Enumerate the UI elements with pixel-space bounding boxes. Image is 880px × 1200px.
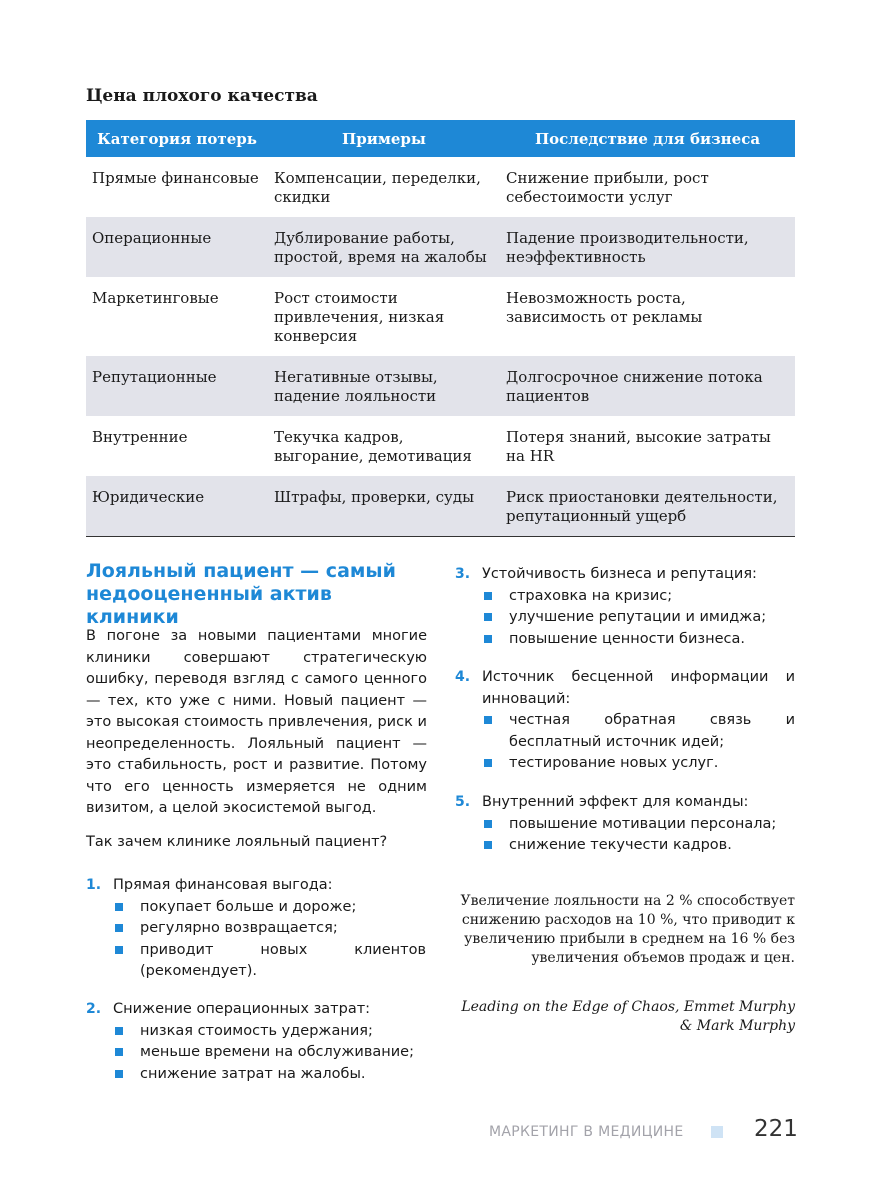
bullet-square-icon	[484, 592, 492, 600]
table-row	[86, 356, 795, 416]
bullet-item: приводит новых клиентов (рекомендует).	[140, 940, 426, 983]
examples-cell: Текучка кадров, выгорание, демотивация	[274, 428, 472, 465]
running-footer-title: МАРКЕТИНГ В МЕДИЦИНЕ	[489, 1124, 684, 1140]
bullet-square-icon	[115, 903, 123, 911]
list-item-title: Источник бесценной информации и инноваций:	[482, 669, 795, 707]
page-number: 221	[754, 1116, 798, 1142]
examples-cell: Рост стоимости привлечения, низкая конверсия	[274, 289, 445, 345]
bullet-item: покупает больше и дороже;	[140, 897, 431, 919]
list-number: 3.	[455, 566, 471, 582]
list-number: 1.	[86, 877, 102, 893]
consequence-cell: Риск приостановки деятельности, репутационный ущерб	[500, 476, 795, 537]
table-row	[86, 217, 795, 277]
table-row	[86, 416, 795, 476]
category-cell: Юридические	[86, 476, 268, 537]
footer-square-icon	[711, 1126, 723, 1138]
examples-cell: Дублирование работы, простой, время на жалобы	[268, 217, 500, 277]
bullet-square-icon	[115, 1027, 123, 1035]
list-item	[455, 667, 795, 775]
examples-cell: Штрафы, проверки, суды	[268, 476, 500, 537]
bullet-item: низкая стоимость удержания;	[140, 1021, 431, 1043]
bullet-item: тестирование новых услуг.	[509, 753, 795, 775]
list-item-title: Снижение операционных затрат:	[113, 1001, 371, 1017]
bullet-item: повышение ценности бизнеса.	[509, 629, 800, 651]
bullet-square-icon	[484, 820, 492, 828]
bullet-square-icon	[484, 716, 492, 724]
column-header-examples: Примеры	[268, 120, 500, 157]
bullet-square-icon	[115, 946, 123, 954]
list-item	[455, 564, 800, 650]
category-cell: Операционные	[86, 217, 268, 277]
table-row	[86, 157, 795, 217]
question-paragraph: Так зачем клинике лояльный пациент?	[86, 834, 388, 850]
table-row	[86, 476, 795, 537]
list-item-title: Устойчивость бизнеса и репутация:	[482, 566, 757, 582]
bullet-square-icon	[484, 635, 492, 643]
bullet-item: регулярно возвращается;	[140, 918, 431, 940]
section-heading: Лояльный пациент — самый недооцененный актив клиники	[86, 560, 396, 628]
bullet-item: снижение затрат на жалобы.	[140, 1064, 431, 1086]
list-item-title: Прямая финансовая выгода:	[113, 877, 333, 893]
list-item-title: Внутренний эффект для команды:	[482, 794, 749, 810]
list-item	[86, 999, 431, 1085]
bullet-square-icon	[115, 1070, 123, 1078]
examples-cell: Компенсации, переделки, скидки	[274, 169, 481, 206]
table-row	[86, 277, 795, 356]
bullet-item: снижение текучести кадров.	[509, 835, 800, 857]
consequence-cell: Потеря знаний, высокие затраты на HR	[506, 428, 771, 465]
list-item	[86, 875, 431, 983]
table-title: Цена плохого качества	[86, 86, 318, 106]
pull-quote: Увеличение лояльности на 2 % способствует снижению расходов на 10 %, что приводит к увеличению прибыли в среднем на 16 % без увеличения объемов продаж и цен.	[460, 893, 795, 966]
list-item	[455, 792, 800, 857]
bullet-square-icon	[115, 924, 123, 932]
examples-cell: Негативные отзывы, падение лояльности	[268, 356, 500, 416]
bullet-square-icon	[484, 759, 492, 767]
category-cell: Внутренние	[92, 428, 188, 446]
consequence-cell: Невозможность роста, зависимость от рекламы	[506, 289, 703, 326]
consequence-cell: Долгосрочное снижение потока пациентов	[500, 356, 795, 416]
bullet-item: улучшение репутации и имиджа;	[509, 607, 800, 629]
bullet-square-icon	[484, 613, 492, 621]
consequence-cell: Снижение прибыли, рост себестоимости услуг	[506, 169, 709, 206]
bullet-square-icon	[115, 1048, 123, 1056]
column-header-consequence: Последствие для бизнеса	[500, 120, 795, 157]
bullet-item: честная обратная связь и бесплатный источник идей;	[509, 710, 795, 753]
cost-of-poor-quality-table	[86, 120, 795, 537]
column-header-category: Категория потерь	[86, 120, 268, 157]
list-number: 2.	[86, 1001, 102, 1017]
intro-paragraph: В погоне за новыми пациентами многие клиники совершают стратегическую ошибку, переводя взгляд с самого ценного — тех, кто уже с ними. Новый пациент — это высокая стоимость привлечения, риск и неопределенность. Лояльный пациент — это стабильность, рост и развитие. Потому что его ценность измеряется не одним визитом, а целой экосистемой выгод.	[86, 628, 427, 816]
bullet-item: меньше времени на обслуживание;	[140, 1042, 431, 1064]
list-number: 5.	[455, 794, 471, 810]
list-number: 4.	[455, 669, 471, 685]
category-cell: Маркетинговые	[92, 289, 219, 307]
category-cell: Репутационные	[86, 356, 268, 416]
category-cell: Прямые финансовые	[92, 169, 259, 187]
consequence-cell: Падение производительности, неэффективность	[500, 217, 795, 277]
bullet-item: повышение мотивации персонала;	[509, 814, 800, 836]
bullet-square-icon	[484, 841, 492, 849]
table-header-row	[86, 120, 795, 157]
bullet-item: страховка на кризис;	[509, 586, 800, 608]
quote-source: Leading on the Edge of Chaos, Emmet Murphy & Mark Murphy	[461, 999, 795, 1034]
